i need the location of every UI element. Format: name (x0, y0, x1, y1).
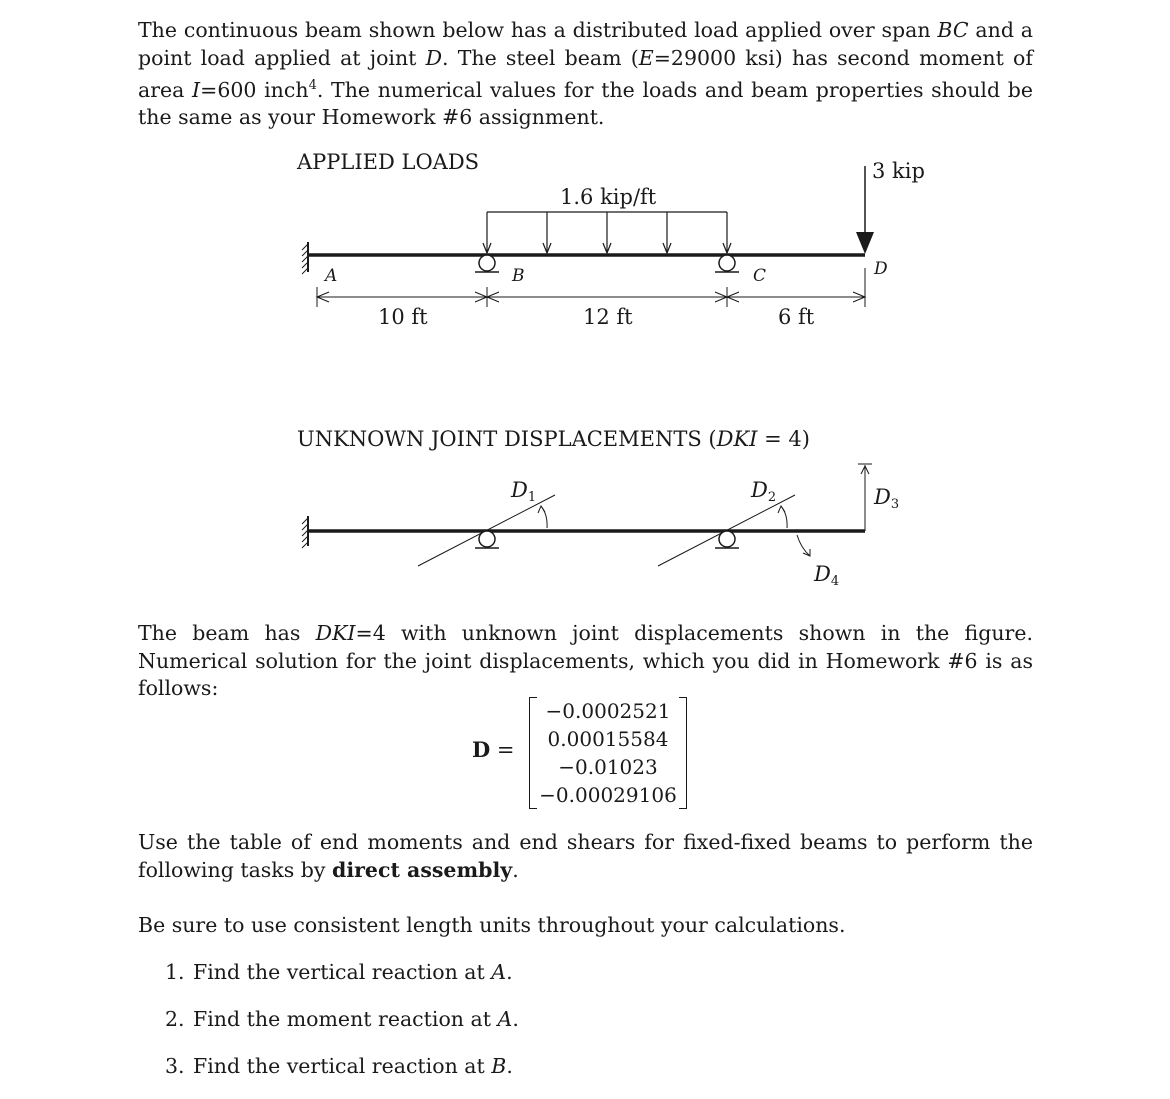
joint-displacements-diagram (0, 420, 1170, 600)
matrix-lhs: D = (472, 737, 515, 762)
list-item: 3. Find the vertical reaction at B. (165, 1054, 513, 1078)
fixed-support-icon (302, 516, 308, 548)
span-ab-label: 10 ft (378, 305, 428, 329)
dimension-lines (317, 268, 865, 307)
span-cd-label: 6 ft (778, 305, 815, 329)
roller-support-c-icon (715, 531, 739, 548)
task-list (138, 958, 519, 1099)
point-load-label: 3 kip (872, 159, 925, 183)
roller-support-b-icon (475, 255, 499, 272)
joint-c-label: C (753, 266, 767, 286)
units-paragraph: Be sure to use consistent length units throughout your calculations. (138, 913, 846, 937)
usage-paragraph: Use the table of end moments and end shears for fixed-fixed beams to perform the following tasks by direct assembly. (138, 830, 1033, 882)
d3-label: D3 (874, 485, 900, 512)
d1-label: D1 (511, 478, 537, 505)
applied-loads-diagram (0, 140, 1170, 340)
distributed-load-arrows (483, 212, 731, 253)
joint-d-label: D (874, 259, 888, 279)
matrix-right-bracket (679, 697, 687, 809)
joint-a-label: A (325, 266, 338, 286)
list-item: 1. Find the vertical reaction at A. (165, 960, 513, 984)
list-item: 2. Find the moment reaction at A. (165, 1007, 519, 1031)
matrix-value: −0.01023 (558, 755, 658, 779)
matrix-value: −0.0002521 (545, 699, 671, 723)
span-bc-label: 12 ft (583, 305, 633, 329)
displacement-matrix (472, 697, 702, 810)
displacements-title: UNKNOWN JOINT DISPLACEMENTS (DKI = 4) (297, 427, 810, 451)
intro-paragraph: The continuous beam shown below has a distributed load applied over span BC and a point load applied at joint D. The steel beam (E=29000 ksi) has second moment of area I=600 inch$^4$. The numerical values for the loads and beam properties should be the same as your Homework #6 assignment. (138, 18, 1033, 130)
roller-support-c-icon (715, 255, 739, 272)
fixed-support-icon (302, 242, 308, 274)
roller-support-b-icon (475, 531, 499, 548)
dist-load-label: 1.6 kip/ft (560, 185, 657, 209)
vertical-displacement-arrow (858, 464, 872, 531)
joint-b-label: B (512, 266, 525, 286)
d2-label: D2 (751, 478, 777, 505)
applied-loads-title: APPLIED LOADS (297, 150, 480, 174)
matrix-values (538, 697, 678, 809)
matrix-value: −0.00029106 (539, 783, 677, 807)
matrix-value: 0.00015584 (547, 727, 669, 751)
matrix-left-bracket (529, 697, 537, 809)
d4-label: D4 (814, 562, 840, 589)
dki-paragraph: The beam has DKI=4 with unknown joint displacements shown in the figure. Numerical solution for the joint displacements, which you did in Homework #6 is as follows: (138, 621, 1034, 700)
